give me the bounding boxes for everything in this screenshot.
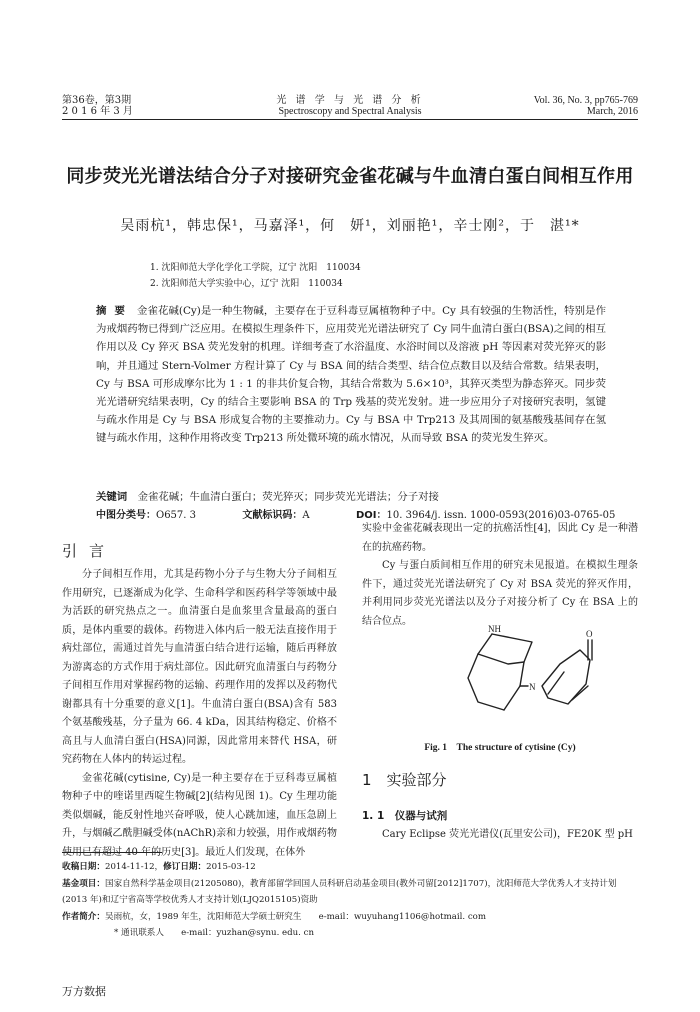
intro-paragraph-2: 金雀花碱(cytisine, Cy)是一种主要存在于豆科毒豆属植物种子中的喹诺里西啶生物碱[2](结构见图 1)。Cy 生理功能类似烟碱，能反射性地兴奋呼吸，使人心跳加速，血压急剧上升，与烟碱乙酰胆碱受体(nAChR)亲和力较强，用作戒烟药物使用已有超过 40 年的历史[3]。最近人们发现，在体外 — [62, 772, 337, 858]
watermark: 万方数据 — [62, 985, 106, 998]
received-label: 收稿日期： — [62, 862, 105, 872]
journal-name — [240, 95, 460, 117]
author-bio-text: 吴雨杭，女，1989 年生，沈阳师范大学硕士研究生 e-mail：wuyuhang1106@hotmail. com — [104, 911, 486, 922]
abstract-label: 摘要 — [96, 305, 133, 317]
volume-issue: 第36卷，第3期 — [62, 95, 132, 106]
doi-value: 10. 3964/j. issn. 1000-0593(2016)03-0765-05 — [386, 510, 616, 521]
clc-value: O657. 3 — [156, 510, 197, 521]
affiliations — [150, 260, 550, 292]
o-label: O — [586, 629, 593, 639]
intro-paragraph-1: 分子间相互作用，尤其是药物小分子与生物大分子间相互作用研究，已逐渐成为化学、生命科学和医药科学等领域中最为活跃的研究热点之一。血清蛋白是血浆里含量最高的蛋白质，是体内重要的载体。药物进入体内后一般无法直接作用于病灶部位，需通过首先与血清蛋白结合进行运输，随后再释放为游离态的方式作用于病灶部位。因此研究血清蛋白与药物分子间相互作用对掌握药物的运输、药理作用的发挥以及药物代谢都具有十分重要的意义[1]。牛血清白蛋白(BSA)含有 583 个氨基酸残基，分子量为 66. 4 kDa，因其结构稳定、价格不高且与人血清白蛋白(HSA)同源，因此常用来替代 HSA，研究药物在人体内的转运过程。 — [62, 569, 337, 765]
bond-path-left — [468, 634, 504, 710]
keywords-text: 金雀花碱；牛血清白蛋白；荧光猝灭；同步荧光光谱法；分子对接 — [137, 491, 439, 503]
intro-paragraph-3: 实验中金雀花碱表现出一定的抗癌活性[4]，因此 Cy 是一种潜在的抗癌药物。 — [362, 523, 638, 553]
section-1-1-heading: 1. 1 仪器与试剂 — [362, 810, 448, 822]
revised-label: 修订日期： — [163, 862, 207, 872]
footnotes — [62, 859, 638, 942]
section-1-1-text — [362, 826, 638, 845]
journal-volume-en — [534, 95, 638, 117]
author-list: 吴雨杭¹，韩忠保¹，马嘉泽¹，何 妍¹，刘丽艳¹，辛士刚²，于 湛¹* — [120, 218, 580, 234]
intro-left-column — [62, 566, 337, 862]
footnote-author — [62, 909, 638, 926]
journal-volume — [62, 95, 133, 117]
revised-date: 2015-03-12 — [206, 862, 256, 872]
issue-date-en: March, 2016 — [586, 106, 638, 117]
volume-pages: Vol. 36, No. 3, pp765-769 — [533, 95, 638, 106]
cytisine-structure-figure — [420, 620, 620, 732]
doc-code-value: A — [302, 510, 310, 521]
author-bio-label: 作者简介： — [62, 911, 105, 922]
abstract — [96, 302, 606, 448]
keywords-label: 关键词 — [96, 491, 128, 503]
issue-date: 2 0 1 6 年 3 月 — [62, 106, 133, 117]
ring-double-bond — [572, 686, 588, 700]
n-label: N — [529, 682, 536, 692]
affiliation-1: 1. 沈阳师范大学化学化工学院，辽宁 沈阳 110034 — [150, 263, 361, 273]
clc-label: 中图分类号： — [96, 510, 156, 521]
footnote-funding — [62, 876, 638, 909]
pyridone-ring — [542, 650, 590, 704]
paper-title: 同步荧光光谱法结合分子对接研究金雀花碱与牛血清白蛋白间相互作用 — [66, 166, 634, 187]
funding-label: 基金项目： — [62, 878, 105, 889]
intro-heading: 引言 — [62, 542, 117, 560]
nh-label: NH — [488, 624, 501, 634]
bond-path-bridge — [478, 654, 524, 664]
journal-name-cn: 光 谱 学 与 光 谱 分 析 — [276, 95, 424, 106]
received-date: 2014-11-12， — [104, 862, 164, 872]
funding-text: 国家自然科学基金项目(21205080)，教育部留学回国人员科研启动基金项目(教外司留[2012]1707)，沈阳师范大学优秀人才支持计划(2013 年)和辽宁省高等学校优秀人才支持计划(LJQ2015105)资助 — [62, 878, 617, 905]
figure-caption: Fig. 1 The structure of cytisine (Cy) — [424, 743, 576, 753]
bond-path-lower — [504, 686, 520, 710]
instrument-text: Cary Eclipse 荧光光谱仪(瓦里安公司)，FE20K 型 pH — [382, 829, 633, 840]
abstract-text: 金雀花碱(Cy)是一种生物碱，主要存在于豆科毒豆属植物种子中。Cy 具有较强的生物活性，特别是作为戒烟药物已得到广泛应用。在模拟生理条件下，应用荧光光谱法研究了 Cy 同牛血清白蛋白(BSA)之间的相互作用以及 Cy 猝灭 BSA 荧光发射的机理。详细考查了水浴温度、水浴时间以及溶液 pH 等因素对荧光猝灭的影响，并且通过 Stern-Volmer 方程计算了 Cy 与 BSA 间的结合类型、结合位点数目以及结合常数。结果表明，Cy 与 BSA 可形成摩尔比为 1 : 1 的非共价复合物，其结合常数为 5.6×10³，其猝灭类型为静态猝灭。同步荧光光谱研究结果表明，Cy 的结合主要影响 BSA 的 Trp 残基的荧光发射。进一步应用分子对接研究表明，氢键与疏水作用是 Cy 与 BSA 形成复合物的主要推动力。Cy 与 BSA 中 Trp213 及其周围的氨基酸残基间存在氢键与疏水作用，这种作用将改变 Trp213 所处微环境的疏水情况，从而导致 BSA 的荧光发生猝灭。 — [96, 305, 607, 445]
keywords — [96, 489, 616, 506]
intro-right-column — [362, 520, 638, 631]
intro-paragraph-4: Cy 与蛋白质间相互作用的研究未见报道。在模拟生理条件下，通过荧光光谱法研究了 Cy 对 BSA 荧光的猝灭作用，并利用同步荧光光谱法以及分子对接分析了 Cy 在 BSA 上的结合位点。 — [362, 560, 638, 627]
affiliation-2: 2. 沈阳师范大学实验中心，辽宁 沈阳 110034 — [150, 279, 343, 289]
journal-name-en: Spectroscopy and Spectral Analysis — [278, 106, 422, 117]
footnote-received — [62, 859, 638, 876]
footnote-divider — [62, 852, 162, 853]
corresponding-author: * 通讯联系人 e-mail：yuzhan@synu. edu. cn — [114, 928, 314, 938]
doc-code-label: 文献标识码： — [242, 510, 303, 521]
section-1-heading: 1 实验部分 — [362, 771, 447, 789]
header-divider — [62, 119, 638, 120]
footnote-corresponding — [62, 925, 638, 942]
doi-label: DOI： — [356, 510, 387, 521]
